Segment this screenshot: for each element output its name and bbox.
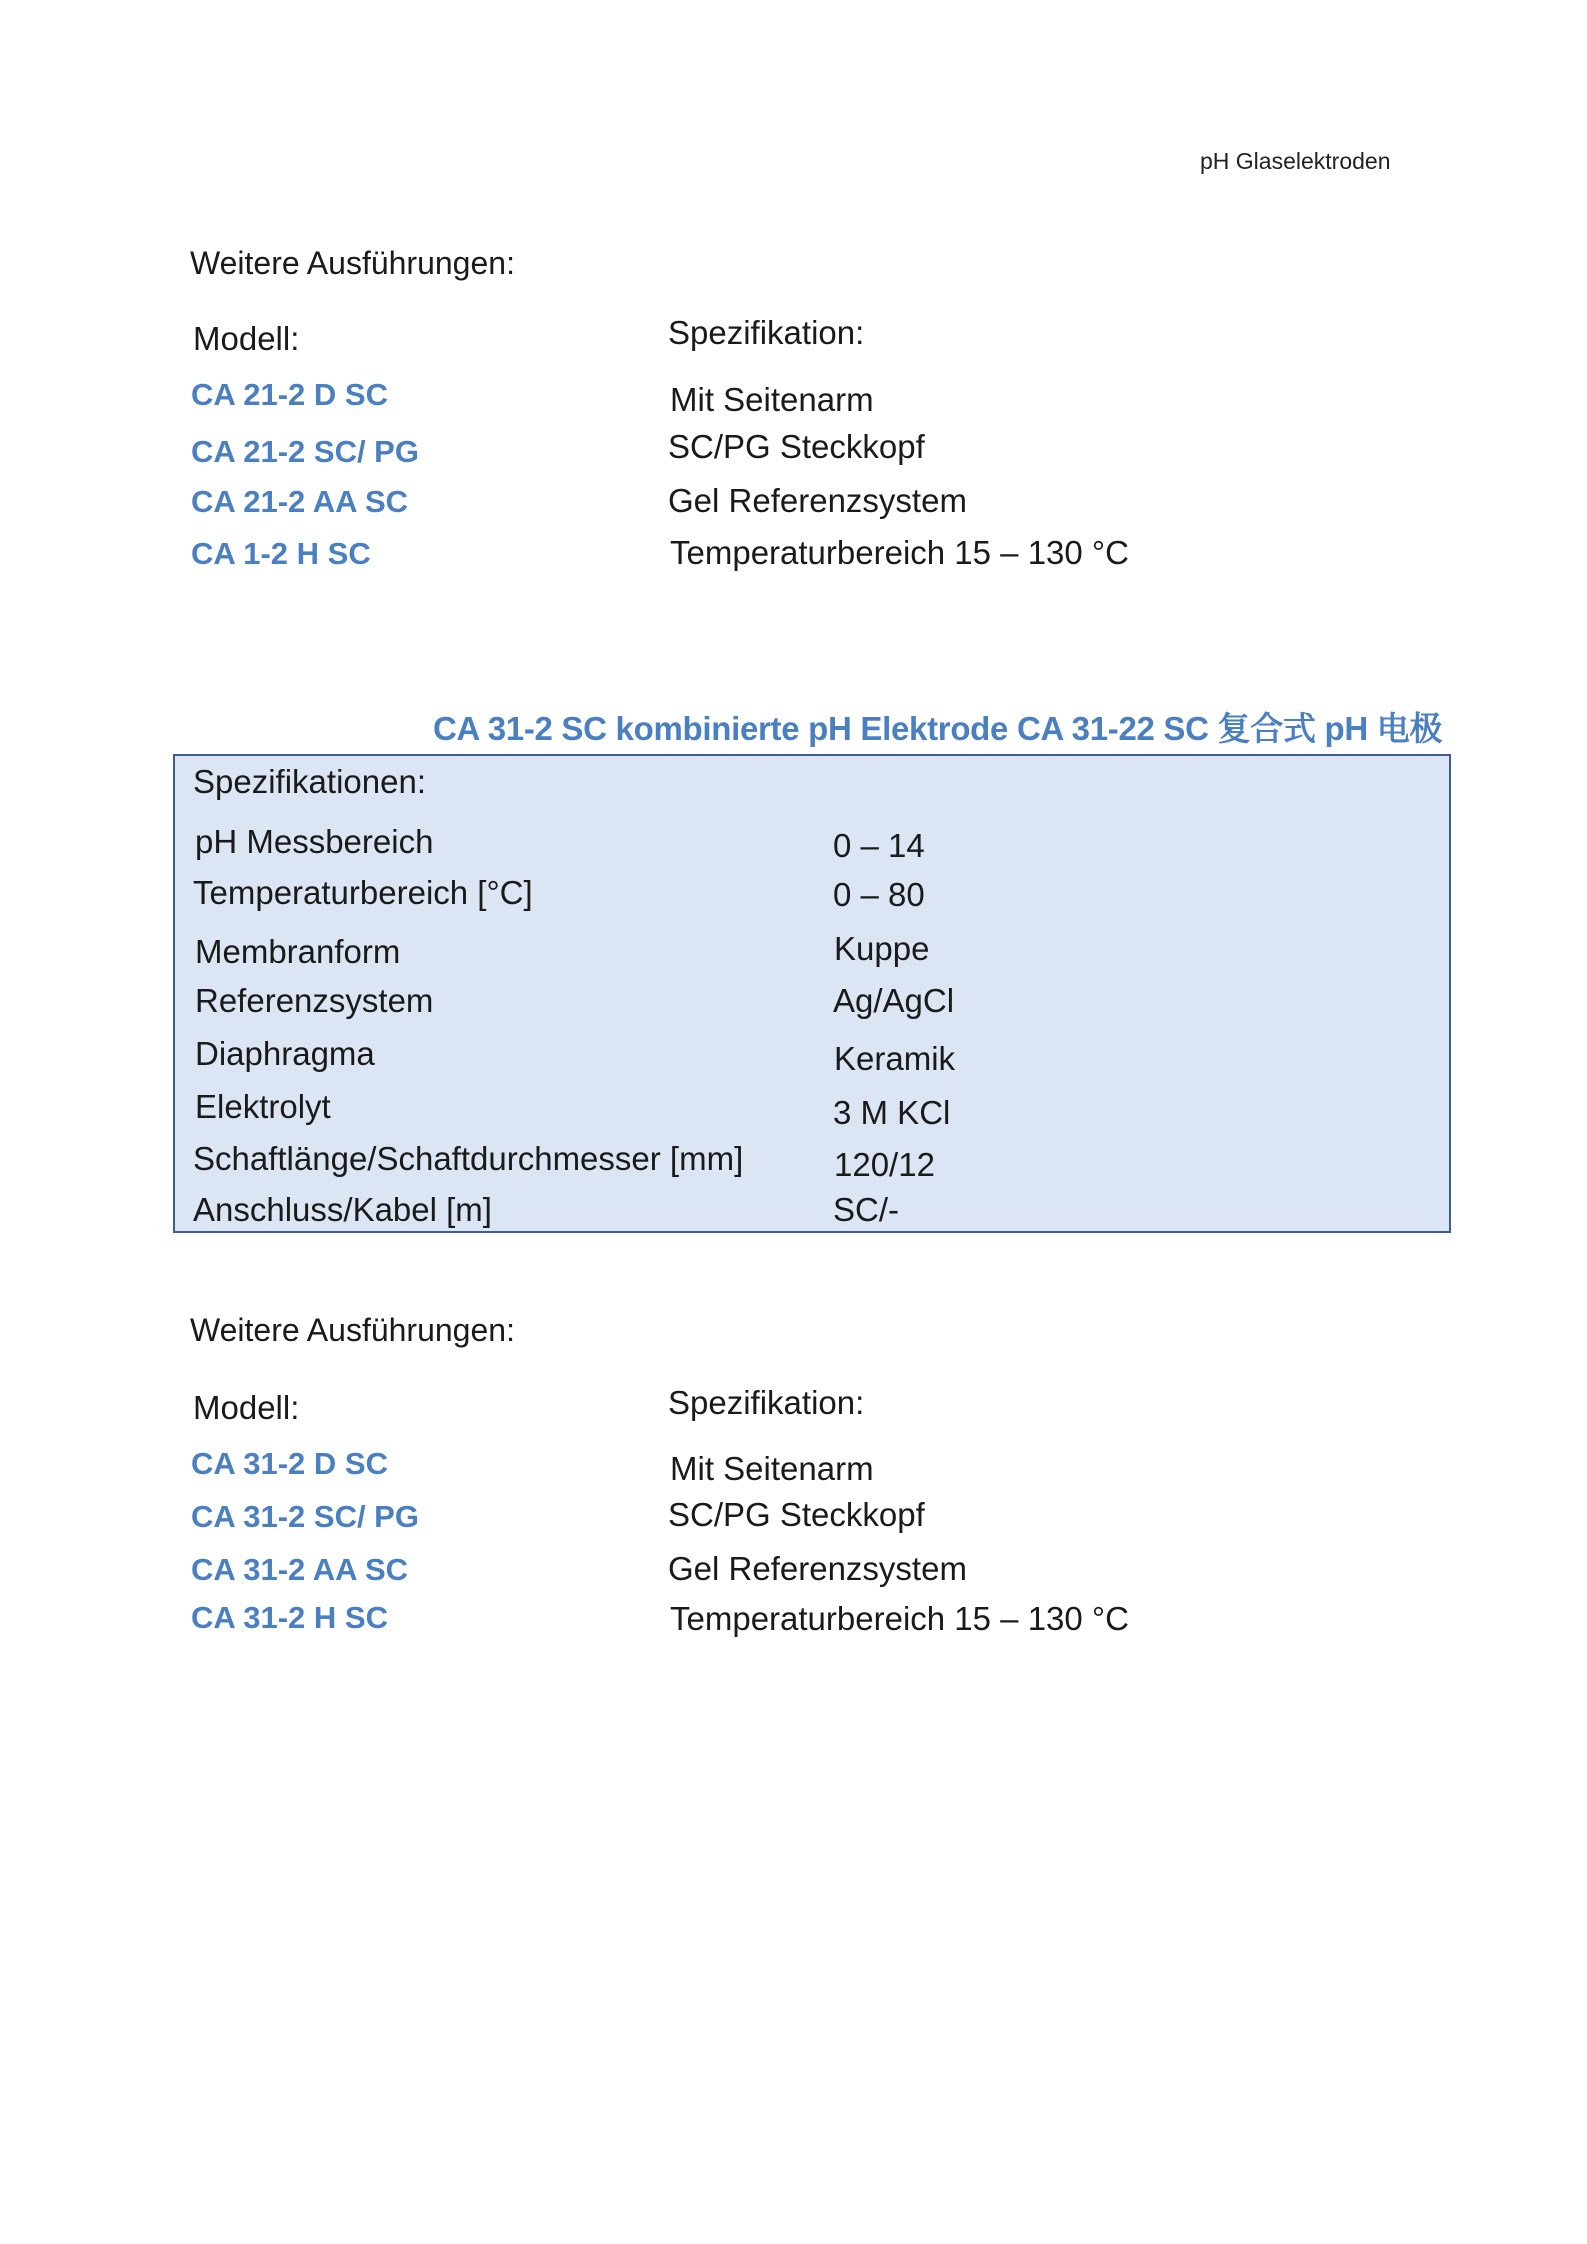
spec-column-header: Spezifikation:	[668, 1384, 865, 1421]
model-name: CA 31-2 AA SC	[191, 1552, 409, 1587]
model-spec: Temperaturbereich 15 – 130 °C	[670, 1600, 1129, 1637]
model-name: CA 21-2 D SC	[191, 377, 388, 412]
spec-label: Membranform	[195, 933, 401, 970]
model-name: CA 31-2 D SC	[191, 1446, 388, 1481]
spec-label: Temperaturbereich [°C]	[193, 874, 533, 911]
page-header: pH Glaselektroden	[1200, 148, 1391, 174]
model-name: CA 21-2 AA SC	[191, 484, 409, 519]
spec-value: SC/-	[833, 1191, 899, 1228]
product-title: CA 31-2 SC kombinierte pH Elektrode CA 31-22 SC 复合式 pH 电极	[433, 710, 1443, 747]
model-column-header: Modell:	[193, 320, 300, 357]
model-spec: Gel Referenzsystem	[668, 1550, 967, 1587]
model-spec: Gel Referenzsystem	[668, 482, 967, 519]
spec-box-heading: Spezifikationen:	[193, 763, 426, 800]
model-name: CA 21-2 SC/ PG	[191, 434, 419, 469]
spec-value: Keramik	[834, 1040, 956, 1077]
model-name: CA 31-2 SC/ PG	[191, 1499, 419, 1534]
spec-value: 120/12	[834, 1146, 935, 1183]
spec-label: Referenzsystem	[195, 982, 434, 1019]
spec-label: Elektrolyt	[195, 1088, 331, 1125]
spec-value: 3 M KCl	[833, 1094, 951, 1131]
spec-column-header: Spezifikation:	[668, 314, 865, 351]
spec-value: Ag/AgCl	[833, 982, 955, 1019]
spec-box	[173, 754, 1451, 1233]
section-label: Weitere Ausführungen:	[190, 1312, 515, 1348]
model-spec: Mit Seitenarm	[670, 381, 874, 418]
spec-value: 0 – 80	[833, 876, 925, 913]
model-column-header: Modell:	[193, 1389, 300, 1426]
model-spec: SC/PG Steckkopf	[668, 1496, 925, 1533]
spec-label: Schaftlänge/Schaftdurchmesser [mm]	[193, 1140, 744, 1177]
spec-label: Diaphragma	[195, 1035, 375, 1072]
spec-label: Anschluss/Kabel [m]	[193, 1191, 492, 1228]
model-name: CA 31-2 H SC	[191, 1600, 388, 1635]
spec-label: pH Messbereich	[195, 823, 434, 860]
spec-value: 0 – 14	[833, 827, 925, 864]
model-spec: SC/PG Steckkopf	[668, 428, 925, 465]
spec-value: Kuppe	[834, 930, 930, 967]
model-name: CA 1-2 H SC	[191, 536, 371, 571]
model-spec: Temperaturbereich 15 – 130 °C	[670, 534, 1129, 571]
model-spec: Mit Seitenarm	[670, 1450, 874, 1487]
section-label: Weitere Ausführungen:	[190, 245, 515, 281]
